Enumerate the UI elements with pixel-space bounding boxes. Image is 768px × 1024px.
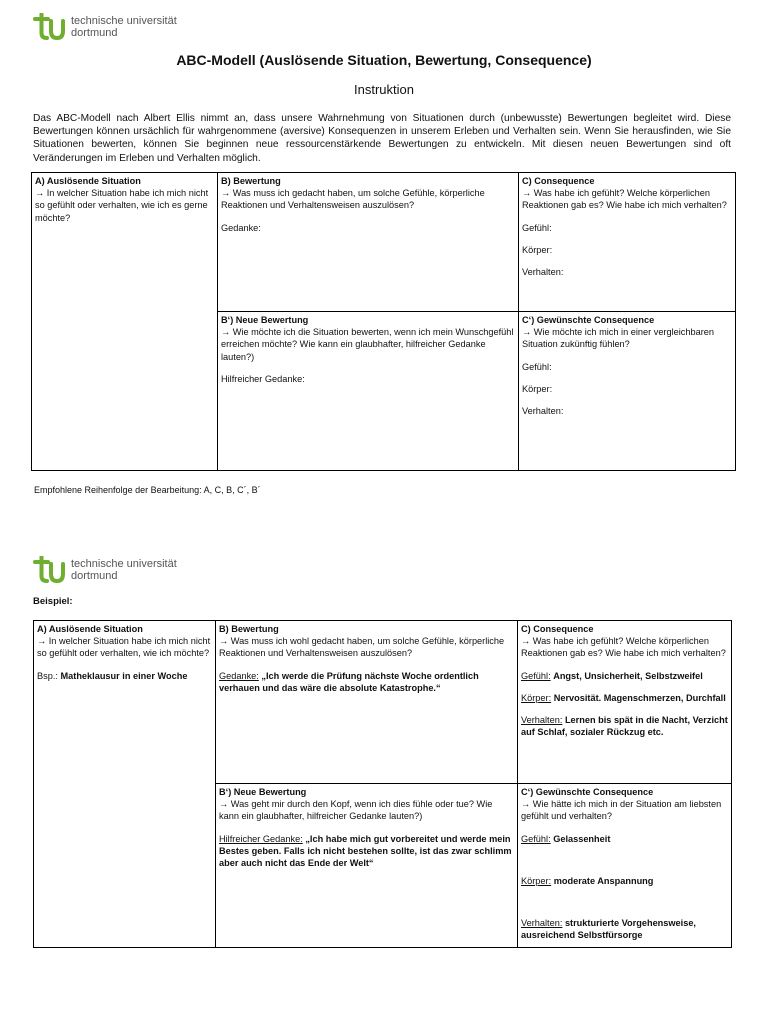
field-label-feeling: Gefühl: bbox=[521, 833, 551, 844]
field-label-behavior: Verhalten: bbox=[522, 406, 564, 417]
field-label-behavior: Verhalten: bbox=[521, 918, 563, 929]
cell-heading: B) Bewertung bbox=[221, 176, 281, 186]
tu-dortmund-logo bbox=[33, 556, 177, 584]
recommended-order: Empfohlene Reihenfolge der Bearbeitung: A, C, B, C´, B´ bbox=[34, 485, 261, 495]
document-subtitle: Instruktion bbox=[354, 82, 414, 97]
example-behavior: Lernen bis spät in die Nacht, Verzicht auf Schlaf, sozialer Rückzug etc. bbox=[521, 715, 728, 738]
example-situation: Matheklausur in einer Woche bbox=[60, 670, 188, 681]
worksheet-table bbox=[31, 172, 736, 471]
field-label-body: Körper: bbox=[522, 383, 553, 394]
field-label-feeling: Gefühl: bbox=[522, 361, 552, 372]
cell-heading: A) Auslösende Situation bbox=[35, 176, 141, 186]
tu-dortmund-logo bbox=[33, 13, 177, 41]
worksheet-cell-b[interactable] bbox=[218, 173, 519, 312]
cell-question: → In welcher Situation habe ich mich nicht so gefühlt oder verhalten, wie ich möchte? bbox=[37, 636, 211, 659]
logo-text bbox=[71, 558, 177, 582]
cell-heading: C) Consequence bbox=[521, 624, 594, 634]
example-cell-c bbox=[518, 621, 732, 784]
worksheet-cell-c[interactable] bbox=[519, 173, 736, 312]
example-cell-b2 bbox=[216, 784, 518, 948]
cell-question: → Was muss ich wohl gedacht haben, um solche Gefühle, körperliche Reaktionen und Verhaltensweisen auszulösen? bbox=[219, 636, 505, 659]
worksheet-cell-b2[interactable] bbox=[218, 312, 519, 471]
cell-question: → Was geht mir durch den Kopf, wenn ich dies fühle oder tue? Wie kann ein glaubhafter, hilfreicher Gedanke lauten?) bbox=[219, 799, 493, 822]
cell-heading: C) Consequence bbox=[522, 176, 595, 186]
example-cell-c2 bbox=[518, 784, 732, 948]
example-body: moderate Anspannung bbox=[553, 875, 654, 886]
cell-heading: C‘) Gewünschte Consequence bbox=[521, 787, 654, 797]
logo-text bbox=[71, 15, 177, 39]
cell-heading: B) Bewertung bbox=[219, 624, 279, 634]
cell-heading: B‘) Neue Bewertung bbox=[221, 315, 309, 325]
worksheet-cell-a[interactable] bbox=[32, 173, 218, 471]
document-title: ABC-Modell (Auslösende Situation, Bewertung, Consequence) bbox=[176, 52, 592, 68]
intro-paragraph: Das ABC-Modell nach Albert Ellis nimmt an, dass unsere Wahrnehmung von Situationen durch (unbewusste) Bewertungen begleitet wird. Diese Bewertungen können ursächlich für wahrgenommene (aversive) Konsequenzen in unserem Erleben und Verhalten sein. Wenn Sie herausfinden, wie Sie Situationen bewerten, können Sie beginnen neue ressourcenstärkende Bewertungen zu entwickeln. Mit diesen neuen Bewertungen sind oft Veränderungen im Erleben und Verhalten möglich. bbox=[33, 113, 731, 164]
cell-heading: A) Auslösende Situation bbox=[37, 624, 143, 634]
field-label-body: Körper: bbox=[521, 875, 552, 886]
field-label-feeling: Gefühl: bbox=[522, 222, 552, 233]
tu-logo-mark-icon bbox=[33, 13, 65, 41]
worksheet-cell-c2[interactable] bbox=[519, 312, 736, 471]
field-label-helpful-thought: Hilfreicher Gedanke: bbox=[221, 373, 305, 384]
cell-heading: B‘) Neue Bewertung bbox=[219, 787, 307, 797]
logo-line1: technische universität bbox=[71, 558, 177, 570]
field-label-body: Körper: bbox=[522, 244, 553, 255]
example-behavior: strukturierte Vorgehensweise, ausreichend Selbstfürsorge bbox=[521, 918, 696, 941]
cell-question: → In welcher Situation habe ich mich nicht so gefühlt oder verhalten, wie ich es gerne möchte? bbox=[35, 188, 209, 223]
cell-question: → Wie hätte ich mich in der Situation am liebsten gefühlt und verhalten? bbox=[521, 799, 722, 822]
cell-question: → Was muss ich gedacht haben, um solche Gefühle, körperliche Reaktionen und Verhaltensweisen auszulösen? bbox=[221, 188, 485, 211]
logo-line2: dortmund bbox=[71, 27, 118, 39]
cell-question: → Wie möchte ich die Situation bewerten, wenn ich mein Wunschgefühl erreichen möchte? Wie kann ein glaubhafter, hilfreicher Gedanke lauten?) bbox=[221, 327, 514, 362]
example-label-bsp: Bsp.: bbox=[37, 670, 58, 681]
example-feeling: Angst, Unsicherheit, Selbstzweifel bbox=[553, 670, 703, 681]
cell-heading: C‘) Gewünschte Consequence bbox=[522, 315, 655, 325]
field-label-body: Körper: bbox=[521, 692, 552, 703]
field-label-behavior: Verhalten: bbox=[521, 715, 563, 726]
field-label-thought: Gedanke: bbox=[221, 222, 261, 233]
cell-question: → Wie möchte ich mich in einer vergleichbaren Situation zukünftig fühlen? bbox=[522, 327, 714, 350]
logo-line2: dortmund bbox=[71, 570, 118, 582]
cell-question: → Was habe ich gefühlt? Welche körperlichen Reaktionen gab es? Wie habe ich mich verhalten? bbox=[522, 188, 727, 211]
example-thought: „Ich werde die Prüfung nächste Woche ordentlich verhauen und das wäre die absolute Katastrophe.“ bbox=[219, 670, 479, 693]
example-label: Beispiel: bbox=[33, 596, 73, 607]
example-body: Nervosität. Magenschmerzen, Durchfall bbox=[553, 692, 726, 703]
field-label-helpful-thought: Hilfreicher Gedanke: bbox=[219, 833, 303, 844]
logo-line1: technische universität bbox=[71, 15, 177, 27]
example-cell-a bbox=[34, 621, 216, 948]
field-label-thought: Gedanke: bbox=[219, 670, 259, 681]
example-helpful-thought: „Ich habe mich gut vorbereitet und werde mein Bestes geben. Falls ich nicht bestehen sollte, ist das zwar schlimm aber auch nicht das Ende der Welt“ bbox=[219, 833, 512, 869]
example-feeling: Gelassenheit bbox=[553, 833, 611, 844]
tu-logo-mark-icon bbox=[33, 556, 65, 584]
field-label-feeling: Gefühl: bbox=[521, 670, 551, 681]
example-cell-b bbox=[216, 621, 518, 784]
cell-question: → Was habe ich gefühlt? Welche körperlichen Reaktionen gab es? Wie habe ich mich verhalten? bbox=[521, 636, 726, 659]
field-label-behavior: Verhalten: bbox=[522, 267, 564, 278]
example-table bbox=[33, 620, 732, 948]
